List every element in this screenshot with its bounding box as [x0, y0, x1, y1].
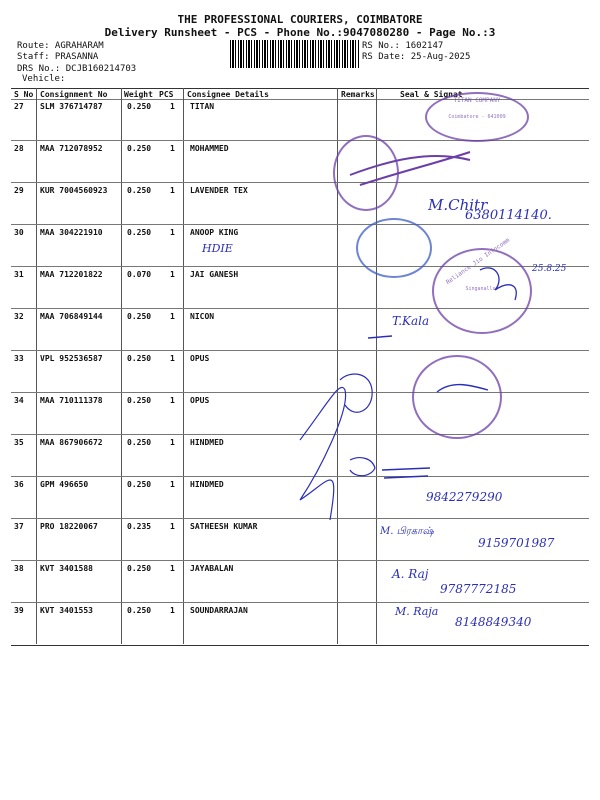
row-consignment-no: SLM 376714787 — [40, 102, 103, 111]
col-weight: Weight — [124, 90, 153, 99]
row-consignee: TITAN — [190, 102, 215, 111]
col-consignment: Consignment No — [40, 90, 108, 99]
row-consignee: OPUS — [190, 396, 210, 405]
titan-company-stamp: TITAN COMPANY Coimbatore - 641009 — [425, 92, 529, 142]
row-sno: 35 — [14, 438, 24, 447]
row-sno: 38 — [14, 564, 24, 573]
row-sno: 30 — [14, 228, 24, 237]
row-weight: 0.250 — [127, 186, 152, 195]
row-consignment-no: MAA 712078952 — [40, 144, 103, 153]
row-consignment-no: KVT 3401553 — [40, 606, 93, 615]
row-sno: 27 — [14, 102, 24, 111]
row-consignee: SOUNDARRAJAN — [190, 606, 248, 615]
row-consignee: OPUS — [190, 354, 210, 363]
company-title: THE PROFESSIONAL COURIERS, COIMBATORE — [177, 13, 423, 26]
phone-handwritten: 9787772185 — [440, 582, 517, 596]
handwritten-date: 25.8.25 — [532, 264, 567, 274]
signature: M. Raja — [395, 605, 439, 618]
row-sno: 31 — [14, 270, 24, 279]
row-pcs: 1 — [170, 354, 175, 363]
row-pcs: 1 — [170, 270, 175, 279]
row-weight: 0.250 — [127, 312, 152, 321]
signature: T.Kala — [392, 314, 430, 328]
row-pcs: 1 — [170, 102, 175, 111]
row-pcs: 1 — [170, 312, 175, 321]
col-sno: S No — [14, 90, 34, 99]
row-weight: 0.250 — [127, 228, 152, 237]
row-pcs: 1 — [170, 438, 175, 447]
row-consignment-no: MAA 710111378 — [40, 396, 103, 405]
row-consignment-no: KUR 7004560923 — [40, 186, 108, 195]
phone-handwritten: 6380114140. — [465, 208, 552, 223]
row-weight: 0.250 — [127, 480, 152, 489]
row-weight: 0.250 — [127, 354, 152, 363]
row-weight: 0.250 — [127, 144, 152, 153]
col-seal: Seal & Signat — [400, 90, 463, 99]
row-sno: 33 — [14, 354, 24, 363]
row-consignee: JAI GANESH — [190, 270, 239, 279]
row-consignment-no: PRO 18220067 — [40, 522, 98, 531]
row-sno: 28 — [14, 144, 24, 153]
rs-number: RS No.: 1602147 — [362, 41, 444, 51]
row-consignee: NICON — [190, 312, 215, 321]
col-pcs: PCS — [159, 90, 174, 99]
row-pcs: 1 — [170, 606, 175, 615]
row-sno: 39 — [14, 606, 24, 615]
row-pcs: 1 — [170, 480, 175, 489]
row-weight: 0.250 — [127, 606, 152, 615]
row-weight: 0.250 — [127, 102, 152, 111]
row-consignee: MOHAMMED — [190, 144, 229, 153]
row-sno: 29 — [14, 186, 24, 195]
row-consignment-no: GPM 496650 — [40, 480, 89, 489]
row-consignee: HINDMED — [190, 480, 224, 489]
phone-handwritten: 9159701987 — [478, 536, 555, 550]
vehicle-label: Vehicle: — [22, 74, 66, 84]
route-label: Route: AGRAHARAM — [17, 41, 104, 51]
col-consignee: Consignee Details — [187, 90, 269, 99]
handwritten-note: HDIE — [202, 242, 233, 255]
row-sno: 37 — [14, 522, 24, 531]
row-sno: 32 — [14, 312, 24, 321]
row-pcs: 1 — [170, 564, 175, 573]
row-pcs: 1 — [170, 144, 175, 153]
signature: M.Chitr — [428, 196, 488, 214]
row-consignee: JAYABALAN — [190, 564, 234, 573]
row-pcs: 1 — [170, 186, 175, 195]
row-consignee: LAVENDER TEX — [190, 186, 248, 195]
row-consignee: ANOOP KING — [190, 228, 239, 237]
row-sno: 36 — [14, 480, 24, 489]
row-consignment-no: MAA 304221910 — [40, 228, 103, 237]
phone-handwritten: 8148849340 — [455, 615, 532, 629]
row-pcs: 1 — [170, 228, 175, 237]
row-consignment-no: KVT 3401588 — [40, 564, 93, 573]
row-consignee: SATHEESH KUMAR — [190, 522, 258, 531]
signature: A. Raj — [392, 567, 429, 581]
row-consignment-no: MAA 712201822 — [40, 270, 103, 279]
row-weight: 0.250 — [127, 564, 152, 573]
row-weight: 0.250 — [127, 396, 152, 405]
row-consignment-no: MAA 706849144 — [40, 312, 103, 321]
row-consignment-no: MAA 867906672 — [40, 438, 103, 447]
row-weight: 0.250 — [127, 438, 152, 447]
row-consignment-no: VPL 952536587 — [40, 354, 103, 363]
row-pcs: 1 — [170, 522, 175, 531]
row-weight: 0.235 — [127, 522, 152, 531]
signature: M. பிரகாஷ் — [380, 526, 434, 537]
row-weight: 0.070 — [127, 270, 152, 279]
row-consignee: HINDMED — [190, 438, 224, 447]
reliance-jio-stamp: Reliance Jio Infocomm Singanallur — [432, 248, 532, 334]
rs-date: RS Date: 25-Aug-2025 — [362, 52, 471, 62]
row-sno: 34 — [14, 396, 24, 405]
drs-number: DRS No.: DCJB160214703 — [17, 64, 137, 74]
col-remarks: Remarks — [341, 90, 375, 99]
runsheet-subtitle: Delivery Runsheet - PCS - Phone No.:9047080280 - Page No.:3 — [104, 26, 496, 39]
staff-label: Staff: PRASANNA — [17, 52, 99, 62]
phone-handwritten: 9842279290 — [426, 490, 503, 504]
row-pcs: 1 — [170, 396, 175, 405]
